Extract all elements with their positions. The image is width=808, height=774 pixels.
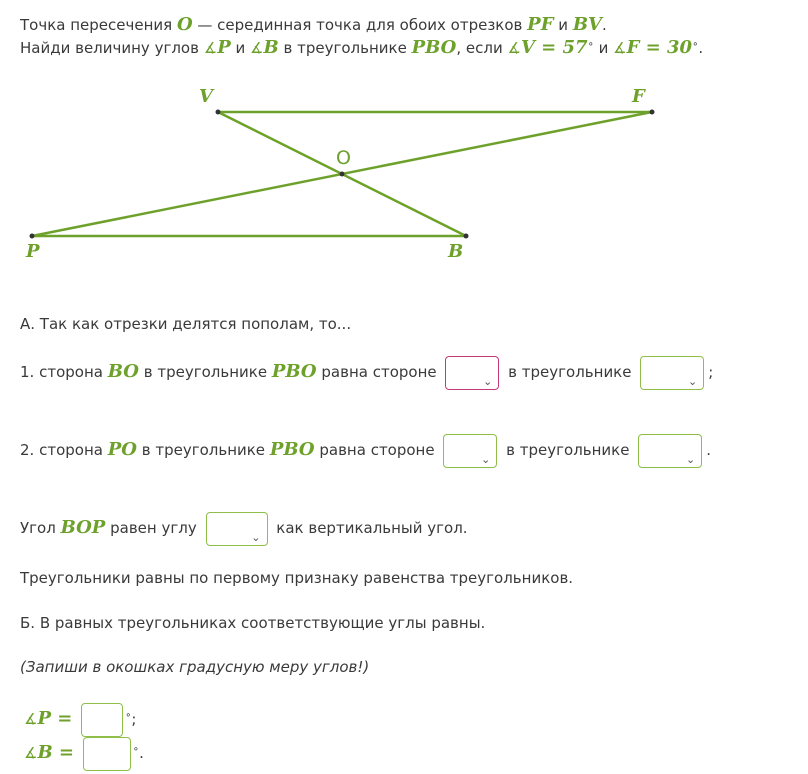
- point-o: O: [176, 14, 193, 35]
- label-v: V: [199, 86, 213, 107]
- segment-bv: BV: [572, 14, 602, 35]
- point-b-dot: [464, 234, 469, 239]
- chevron-down-icon: ⌄: [686, 452, 696, 466]
- label-p: P: [26, 241, 40, 262]
- angle-f-value: F = 30: [626, 37, 693, 58]
- angle-v-value: V = 57: [520, 37, 588, 58]
- point-p-dot: [30, 234, 35, 239]
- side-select-2[interactable]: [443, 434, 497, 468]
- geometry-diagram: [0, 0, 808, 290]
- chevron-down-icon: ⌄: [251, 530, 261, 544]
- section-b-statement: Б. В равных треугольниках соответствующие углы равны.: [20, 614, 486, 632]
- vertical-angle-line: Угол BOP равен углу ⌄ как вертикальный угол.: [20, 511, 468, 545]
- step-1: 1. сторона BO в треугольнике PBO равна стороне ⌄ в треугольнике ⌄ ;: [20, 355, 713, 389]
- triangle-select-2[interactable]: [638, 434, 702, 468]
- chevron-down-icon: ⌄: [688, 374, 698, 388]
- point-v-dot: [216, 110, 221, 115]
- hint-text: (Запиши в окошках градусную меру углов!): [20, 658, 370, 676]
- section-a-intro: А. Так как отрезки делятся пополам, то...: [20, 315, 352, 333]
- answer-p-row: ∡P = ∘;: [24, 699, 136, 733]
- equality-statement: Треугольники равны по первому признаку равенства треугольников.: [20, 569, 574, 587]
- side-select-1[interactable]: [445, 356, 499, 390]
- label-f: F: [632, 86, 645, 107]
- task-line-1: Точка пересечения O — серединная точка для обоих отрезков PF и BV.: [20, 14, 607, 35]
- task-line-2: Найди величину углов ∡P и ∡B в треугольнике PBO, если ∡V = 57∘ и ∡F = 30∘.: [20, 37, 704, 58]
- angle-p-input[interactable]: [81, 703, 123, 737]
- triangle-select-1[interactable]: [640, 356, 704, 390]
- answer-b-row: ∡B = ∘.: [24, 733, 144, 767]
- point-o-dot: [340, 172, 345, 177]
- label-b: B: [448, 241, 464, 262]
- chevron-down-icon: ⌄: [483, 374, 493, 388]
- point-f-dot: [650, 110, 655, 115]
- label-o: O: [336, 147, 351, 169]
- angle-select[interactable]: [206, 512, 268, 546]
- step-2: 2. сторона PO в треугольнике PBO равна стороне ⌄ в треугольнике ⌄ .: [20, 433, 711, 467]
- segment-pf: PF: [527, 14, 554, 35]
- angle-b-input[interactable]: [83, 737, 131, 771]
- chevron-down-icon: ⌄: [481, 452, 491, 466]
